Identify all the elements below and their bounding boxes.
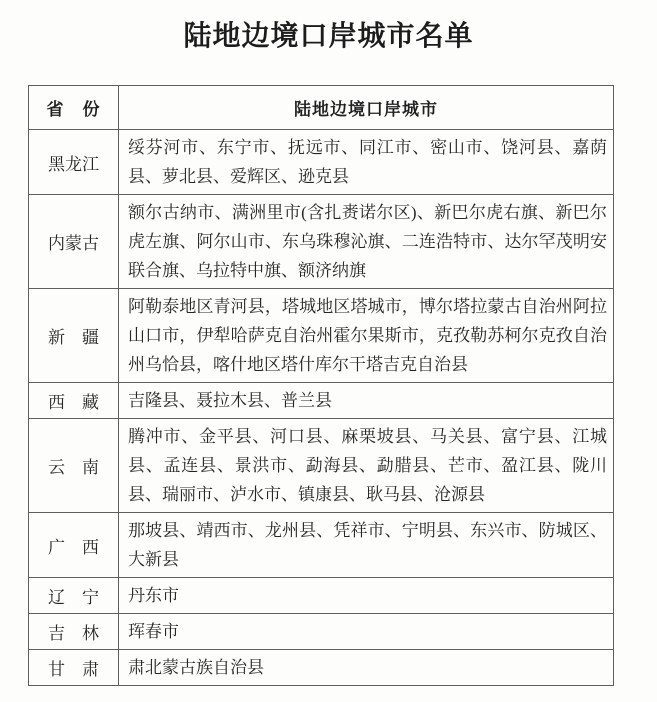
province-cell: 西 藏 — [29, 383, 119, 419]
cities-cell: 额尔古纳市、满洲里市(含扎赉诺尔区)、新巴尔虎右旗、新巴尔虎左旗、阿尔山市、东乌珠穆沁旗、二连浩特市、达尔罕茂明安联合旗、乌拉特中旗、额济纳旗 — [119, 195, 614, 289]
province-cell: 云 南 — [29, 419, 119, 513]
table-row — [29, 289, 614, 383]
page-title: 陆地边境口岸城市名单 — [183, 21, 474, 52]
table-row — [29, 130, 614, 195]
cities-cell: 绥芬河市、东宁市、抚远市、同江市、密山市、饶河县、嘉荫县、萝北县、爱辉区、逊克县 — [119, 130, 614, 195]
cities-cell: 肃北蒙古族自治县 — [119, 650, 614, 686]
table-row — [29, 383, 614, 419]
province-cell: 内蒙古 — [29, 195, 119, 289]
cities-cell: 珲春市 — [119, 614, 614, 650]
cities-column-header: 陆地边境口岸城市 — [119, 86, 614, 130]
table-row — [29, 195, 614, 289]
province-cell: 黑龙江 — [29, 130, 119, 195]
table-row — [29, 650, 614, 686]
table-header-row — [29, 86, 614, 130]
province-cell: 甘 肃 — [29, 650, 119, 686]
border-cities-table — [28, 85, 614, 686]
table-row — [29, 513, 614, 578]
province-column-header: 省 份 — [29, 86, 119, 130]
cities-cell: 丹东市 — [119, 578, 614, 614]
cities-cell: 那坡县、靖西市、龙州县、凭祥市、宁明县、东兴市、防城区、大新县 — [119, 513, 614, 578]
cities-cell: 吉隆县、聂拉木县、普兰县 — [119, 383, 614, 419]
table-row — [29, 614, 614, 650]
province-cell: 新 疆 — [29, 289, 119, 383]
province-cell: 辽 宁 — [29, 578, 119, 614]
table-row — [29, 578, 614, 614]
province-cell: 吉 林 — [29, 614, 119, 650]
cities-cell: 阿勒泰地区青河县，塔城地区塔城市，博尔塔拉蒙古自治州阿拉山口市，伊犁哈萨克自治州霍尔果斯市，克孜勒苏柯尔克孜自治州乌恰县，喀什地区塔什库尔干塔吉克自治县 — [119, 289, 614, 383]
province-cell: 广 西 — [29, 513, 119, 578]
cities-cell: 腾冲市、金平县、河口县、麻栗坡县、马关县、富宁县、江城县、孟连县、景洪市、勐海县、勐腊县、芒市、盈江县、陇川县、瑞丽市、泸水市、镇康县、耿马县、沧源县 — [119, 419, 614, 513]
table-row — [29, 419, 614, 513]
